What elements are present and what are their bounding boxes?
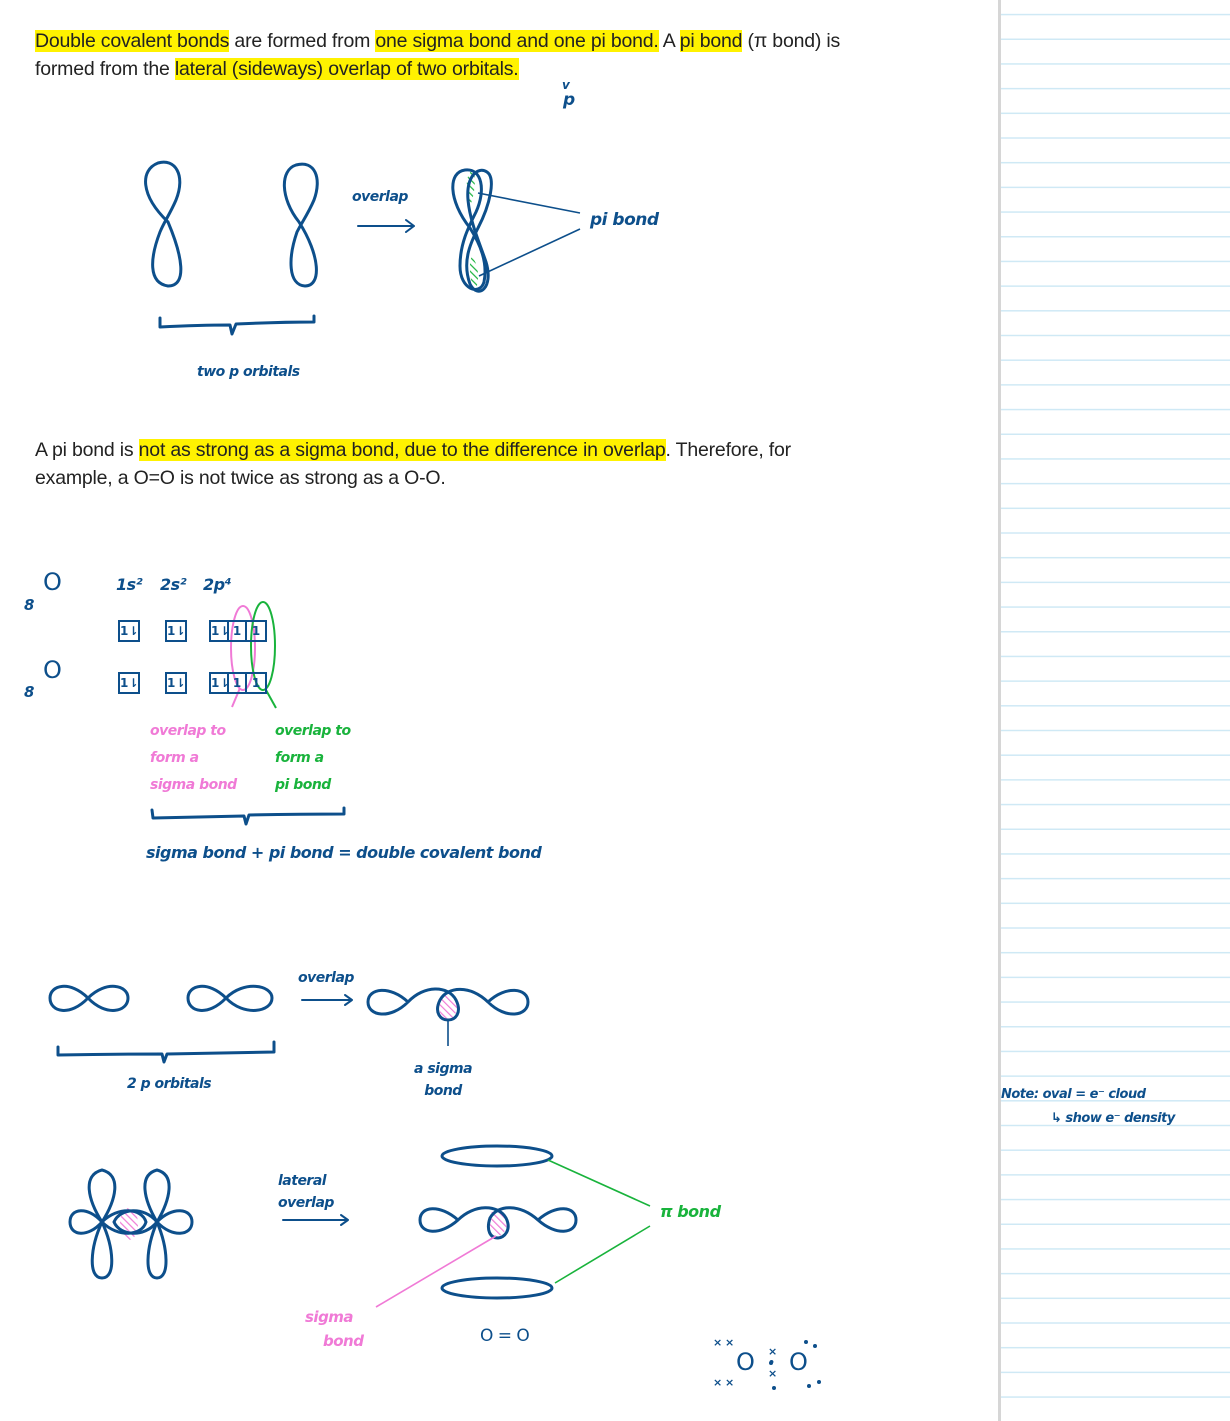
atomic-number: 8 bbox=[24, 596, 34, 614]
brace bbox=[160, 316, 314, 334]
orbital-label-2s: 2s² bbox=[160, 575, 187, 594]
lewis-o-right: O bbox=[789, 1348, 808, 1376]
two-p-orbitals-label: two p orbitals bbox=[197, 364, 300, 380]
highlight: Double covalent bonds bbox=[35, 30, 230, 52]
overlap-label: overlap bbox=[298, 970, 354, 986]
p-marker-caret: v bbox=[562, 78, 570, 92]
p-orbital-icon bbox=[146, 162, 181, 286]
highlight: lateral (sideways) overlap of two orbitals. bbox=[174, 57, 519, 80]
pi-bond-label: π bond bbox=[660, 1202, 721, 1221]
brace bbox=[152, 808, 344, 824]
side-note-line1: Note: oval = e⁻ cloud bbox=[1001, 1087, 1146, 1102]
sigma-bond-overlap-icon bbox=[368, 989, 528, 1020]
p-marker: p bbox=[563, 90, 575, 110]
orbital-box-1s: 1⇂ bbox=[118, 672, 140, 694]
a-sigma-bond-label: a sigma bond bbox=[414, 1061, 473, 1099]
sigma-bond-overlap-icon bbox=[420, 1208, 576, 1238]
overlap-label: overlap bbox=[352, 189, 408, 205]
double-bond-summary: sigma bond + pi bond = double covalent bond bbox=[146, 843, 542, 862]
atomic-number: 8 bbox=[24, 683, 34, 701]
arrow-icon bbox=[358, 220, 414, 232]
sigma-bond-label: sigma bond bbox=[305, 1308, 364, 1350]
lewis-shared-electrons: × • × bbox=[768, 1345, 777, 1380]
pointer-line bbox=[548, 1160, 650, 1283]
orbital-label-1s: 1s² bbox=[116, 575, 143, 594]
orbital-box-2s: 1⇂ bbox=[165, 672, 187, 694]
sigma-overlap-note: overlap to form a sigma bond bbox=[150, 723, 237, 793]
orbital-box-2s: 1⇂ bbox=[165, 620, 187, 642]
p-orbital-horizontal-icon bbox=[50, 986, 128, 1010]
atom-symbol: O bbox=[43, 656, 62, 684]
lewis-o-left: O bbox=[736, 1348, 755, 1376]
orbital-label-2p: 2p⁴ bbox=[203, 575, 232, 594]
highlight: pi bond bbox=[679, 30, 743, 52]
p-orbital-horizontal-icon bbox=[188, 986, 272, 1010]
side-notes-panel bbox=[1001, 0, 1230, 1421]
pi-cloud-top-oval bbox=[442, 1146, 552, 1166]
pi-overlap-note: overlap to form a pi bond bbox=[275, 723, 351, 793]
orbital-box-2p: 1⇂ 1 1 bbox=[209, 620, 267, 642]
lewis-x-marks: × × bbox=[713, 1376, 734, 1389]
intro-paragraph: Double covalent bonds are formed from one sigma bond and one pi bond. A pi bond (π bond) is formed from the lateral (sideways) overlap of two orbitals. bbox=[35, 30, 841, 80]
p-orbitals-cross-icon bbox=[70, 1170, 192, 1278]
pointer-line bbox=[478, 193, 580, 276]
lewis-x-marks: × × bbox=[713, 1336, 734, 1349]
o-double-bond-formula: O = O bbox=[480, 1326, 530, 1346]
lateral-overlap-label: lateral overlap bbox=[278, 1173, 334, 1211]
p-orbital-icon bbox=[284, 164, 317, 286]
pi-bond-label: pi bond bbox=[590, 210, 659, 230]
arrow-icon bbox=[302, 995, 352, 1005]
two-p-orbitals-label: 2 p orbitals bbox=[127, 1076, 212, 1092]
orbital-box-2p: 1⇂ 1 1 bbox=[209, 672, 267, 694]
strength-paragraph: A pi bond is not as strong as a sigma bond, due to the difference in overlap. Therefore, for example, a O=O is not twice as strong as a O-O. bbox=[35, 439, 791, 489]
arrow-icon bbox=[283, 1215, 348, 1225]
orbital-box-1s: 1⇂ bbox=[118, 620, 140, 642]
highlight: not as strong as a sigma bond, due to the difference in overlap bbox=[138, 439, 666, 461]
pi-cloud-bottom-oval bbox=[442, 1278, 552, 1298]
side-note-line2: ↳ show e⁻ density bbox=[1051, 1111, 1175, 1126]
brace bbox=[58, 1042, 274, 1062]
atom-symbol: O bbox=[43, 568, 62, 596]
highlight: one sigma bond and one pi bond. bbox=[375, 30, 659, 52]
